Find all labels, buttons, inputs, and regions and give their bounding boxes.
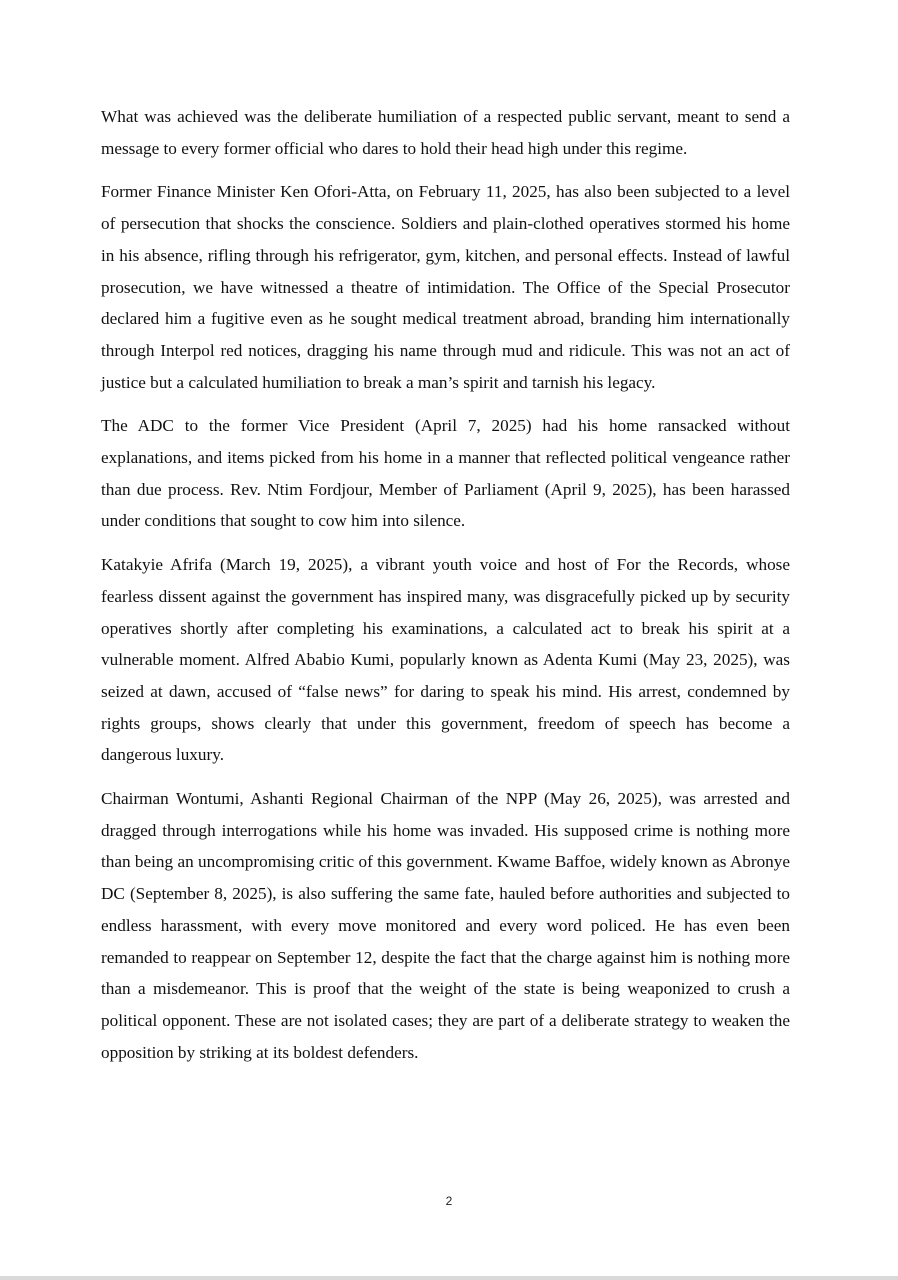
page-bottom-edge xyxy=(0,1276,898,1280)
paragraph-ofori-atta: Former Finance Minister Ken Ofori-Atta, on February 11, 2025, has also been subjected to a level of persecution that shocks the conscience. Soldiers and plain-clothed operatives stormed his home in his absence, rifling through his refrigerator, gym, kitchen, and personal effects. Instead of lawful prosecution, we have witnessed a theatre of intimidation. The Office of the Special Prosecutor declared him a fugitive even as he sought medical treatment abroad, branding him internationally through Interpol red notices, dragging his name through mud and ridicule. This was not an act of justice but a calculated humiliation to break a man’s spirit and tarnish his legacy. xyxy=(101,182,790,392)
paragraph-humiliation: What was achieved was the deliberate humiliation of a respected public servant, meant to send a message to every former official who dares to hold their head high under this regime. xyxy=(101,107,790,158)
paragraph-adc-fordjour: The ADC to the former Vice President (April 7, 2025) had his home ransacked without explanations, and items picked from his home in a manner that reflected political vengeance rather than due process. Rev. Ntim Fordjour, Member of Parliament (April 9, 2025), has been harassed under conditions that sought to cow him into silence. xyxy=(101,416,790,531)
page-number: 2 xyxy=(445,1194,453,1208)
document-body xyxy=(101,101,790,1080)
paragraph-wontumi-baffoe: Chairman Wontumi, Ashanti Regional Chairman of the NPP (May 26, 2025), was arrested and dragged through interrogations while his home was invaded. His supposed crime is nothing more than being an uncompromising critic of this government. Kwame Baffoe, widely known as Abronye DC (September 8, 2025), is also suffering the same fate, hauled before authorities and subjected to endless harassment, with every move monitored and every word policed. He has even been remanded to reappear on September 12, despite the fact that the charge against him is nothing more than a misdemeanor. This is proof that the weight of the state is being weaponized to crush a political opponent. These are not isolated cases; they are part of a deliberate strategy to weaken the opposition by striking at its boldest defenders. xyxy=(101,789,790,1062)
paragraph-afrifa-kumi: Katakyie Afrifa (March 19, 2025), a vibrant youth voice and host of For the Records, whose fearless dissent against the government has inspired many, was disgracefully picked up by security operatives shortly after completing his examinations, a calculated act to break his spirit at a vulnerable moment. Alfred Ababio Kumi, popularly known as Adenta Kumi (May 23, 2025), was seized at dawn, accused of “false news” for daring to speak his mind. His arrest, condemned by rights groups, shows clearly that under this government, freedom of speech has become a dangerous luxury. xyxy=(101,555,790,765)
